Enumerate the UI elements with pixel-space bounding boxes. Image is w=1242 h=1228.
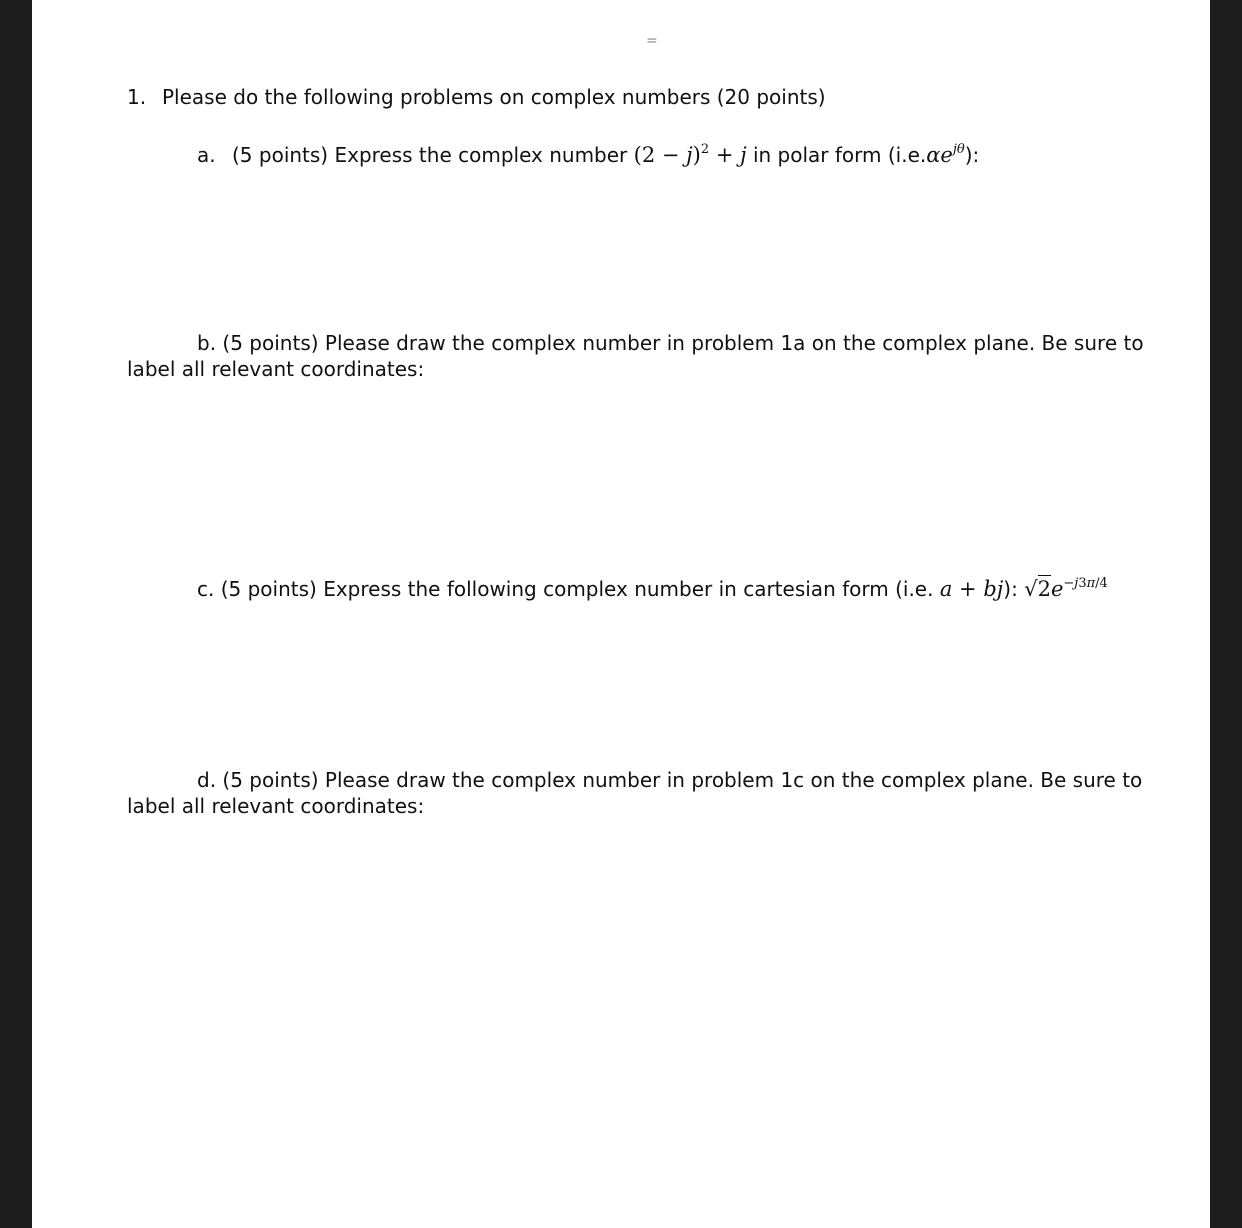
part-a-math-expression: $(2 - j)^2 + j$ bbox=[633, 142, 747, 167]
part-c-cartesian-form: a + bj bbox=[939, 577, 1004, 601]
part-c bbox=[127, 576, 1108, 602]
part-c-text-mid: ): bbox=[1003, 577, 1018, 601]
part-b-text-line2: label all relevant coordinates: bbox=[127, 357, 425, 381]
part-d-text-line1: (5 points) Please draw the complex number in problem 1c on the complex plane. Be sure to bbox=[222, 768, 1143, 792]
drag-handle-icon[interactable]: = bbox=[646, 33, 658, 49]
part-a bbox=[127, 142, 1102, 168]
part-b bbox=[127, 330, 1144, 382]
question-number: 1. bbox=[127, 85, 147, 109]
part-a-text-before: (5 points) Express the complex number bbox=[232, 143, 628, 167]
part-d-letter: d. bbox=[197, 768, 217, 792]
part-a-letter: a. bbox=[197, 143, 216, 167]
part-b-letter: b. bbox=[197, 331, 217, 355]
part-c-math-value: $√2e^{-j3\pi/4}$ bbox=[1024, 576, 1108, 601]
part-d-text-line2: label all relevant coordinates: bbox=[127, 794, 425, 818]
part-b-text-line1: (5 points) Please draw the complex number in problem 1a on the complex plane. Be sure to bbox=[222, 331, 1144, 355]
part-c-letter: c. bbox=[197, 577, 215, 601]
part-c-text-before: (5 points) Express the following complex number in cartesian form (i.e. bbox=[220, 577, 934, 601]
question-title bbox=[127, 84, 826, 110]
document-page bbox=[32, 0, 1210, 1228]
question-title-text: Please do the following problems on complex numbers (20 points) bbox=[162, 85, 826, 109]
part-a-text-end: ): bbox=[964, 143, 980, 167]
part-a-polar-form: $\alpha e^{j\theta}$ bbox=[926, 142, 965, 167]
part-a-text-after: in polar form (i.e. bbox=[752, 143, 927, 167]
part-d bbox=[127, 767, 1143, 819]
